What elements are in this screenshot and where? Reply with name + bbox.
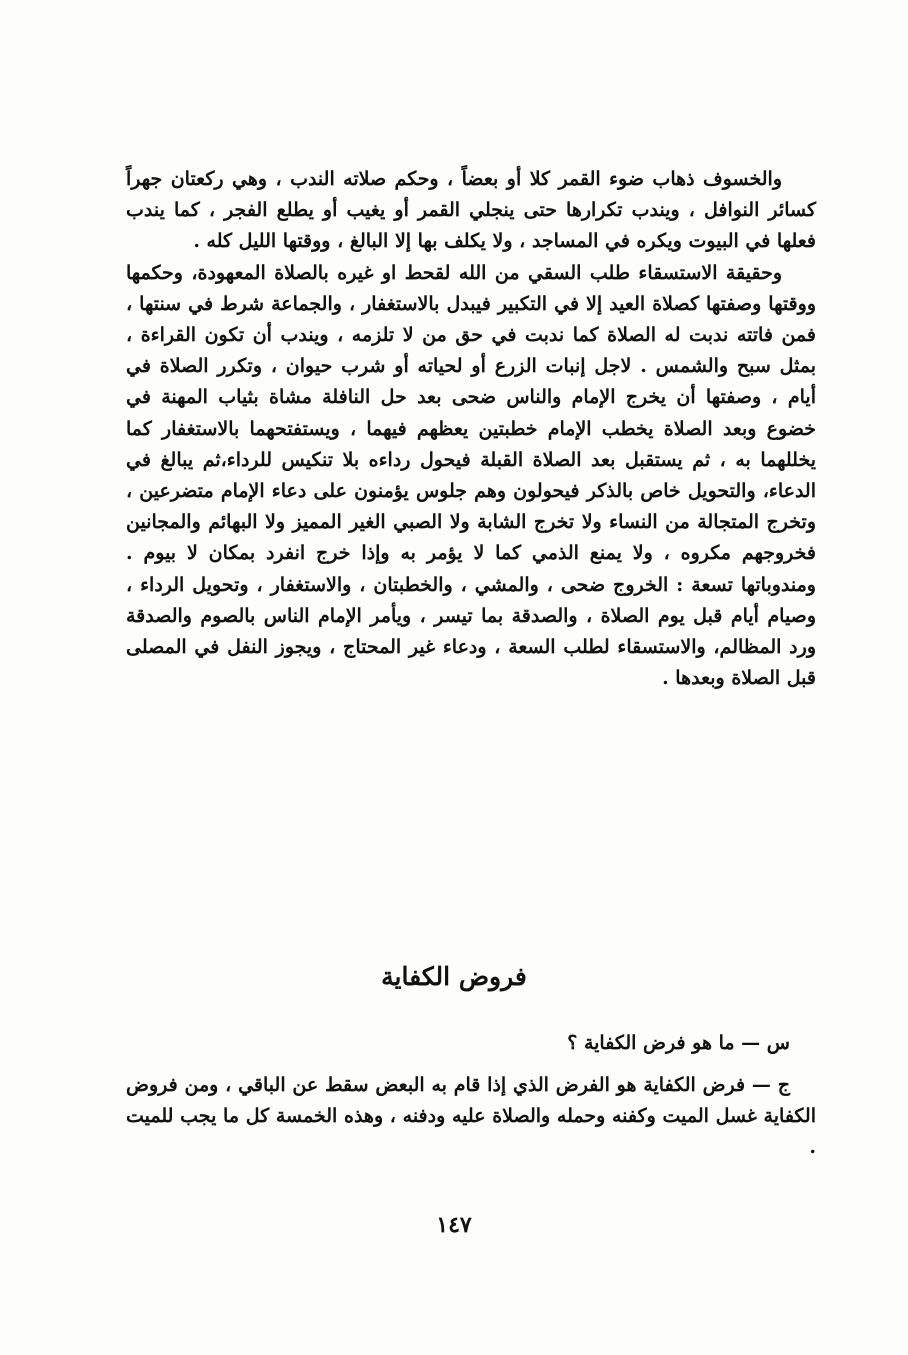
answer-block (126, 1070, 816, 1163)
answer-text: ج — فرض الكفاية هو الفرض الذي إذا قام به البعض سقط عن الباقي ، ومن فروض الكفاية غسل الميت وكفنه وحمله والصلاة عليه ودفنه ، وهذه الخمسة كل ما يجب للميت . (126, 1074, 816, 1158)
question-text: س — ما هو فرض الكفاية ؟ (567, 1032, 790, 1054)
paragraph-eclipse: والخسوف ذهاب ضوء القمر كلا أو بعضاً ، وحكم صلاته الندب ، وهي ركعتان جهراً كسائر النوافل ، ويندب تكرارها حتى ينجلي القمر أو يغيب أو يطلع الفجر ، كما يندب فعلها في البيوت ويكره في المساجد ، ولا يكلف بها إلا البالغ ، ووقتها الليل كله . (126, 168, 816, 253)
paragraph-istisqa: وحقيقة الاستسقاء طلب السقي من الله لقحط او غيره بالصلاة المعهودة، وحكمها ووقتها وصفتها كصلاة العيد إلا في التكبير فيبدل بالاستغفار ، والجماعة شرط في سنتها ، فمن فاتته ندبت له الصلاة كما ندبت في حق من لا تلزمه ، ويندب أن تكون القراءة ، بمثل سبح والشمس . لاجل إنبات الزرع أو لحياته أو شرب حيوان ، وتكرر الصلاة في أيام ، وصفتها أن يخرج الإمام والناس ضحى بعد حل النافلة مشاة بثياب المهنة في خضوع وبعد الصلاة يخطب الإمام خطبتين يعظهم فيهما ، ويستفتحهما بالاستغفار كما يخللهما به ، ثم يستقبل بعد الصلاة القبلة فيحول رداءه بلا تنكيس للرداء،ثم يبالغ في الدعاء، والتحويل خاص بالذكر فيحولون وهم جلوس يؤمنون على دعاء الإمام متضرعين ، وتخرج المتجالة من النساء ولا تخرج الشابة ولا الصبي الغير المميز ولا البهائم والمجانين فخروجهم مكروه ، ولا يمنع الذمي كما لا يؤمر به وإذا خرج انفرد بمكان لا بيوم . ومندوباتها تسعة : الخروج ضحى ، والمشي ، والخطبتان ، والاستغفار ، وتحويل الرداء ، وصيام أيام قبل يوم الصلاة ، والصدقة بما تيسر ، ويأمر الإمام الناس بالصوم والصدقة ورد المظالم، والاستسقاء لطلب السعة ، ودعاء غير المحتاج ، ويجوز النفل في المصلى قبل الصلاة وبعدها . (126, 261, 816, 690)
page-number: ١٤٧ (436, 1212, 472, 1238)
question-block (126, 1028, 816, 1059)
section-heading: فروض الكفاية (381, 962, 527, 991)
body-text (126, 164, 816, 694)
